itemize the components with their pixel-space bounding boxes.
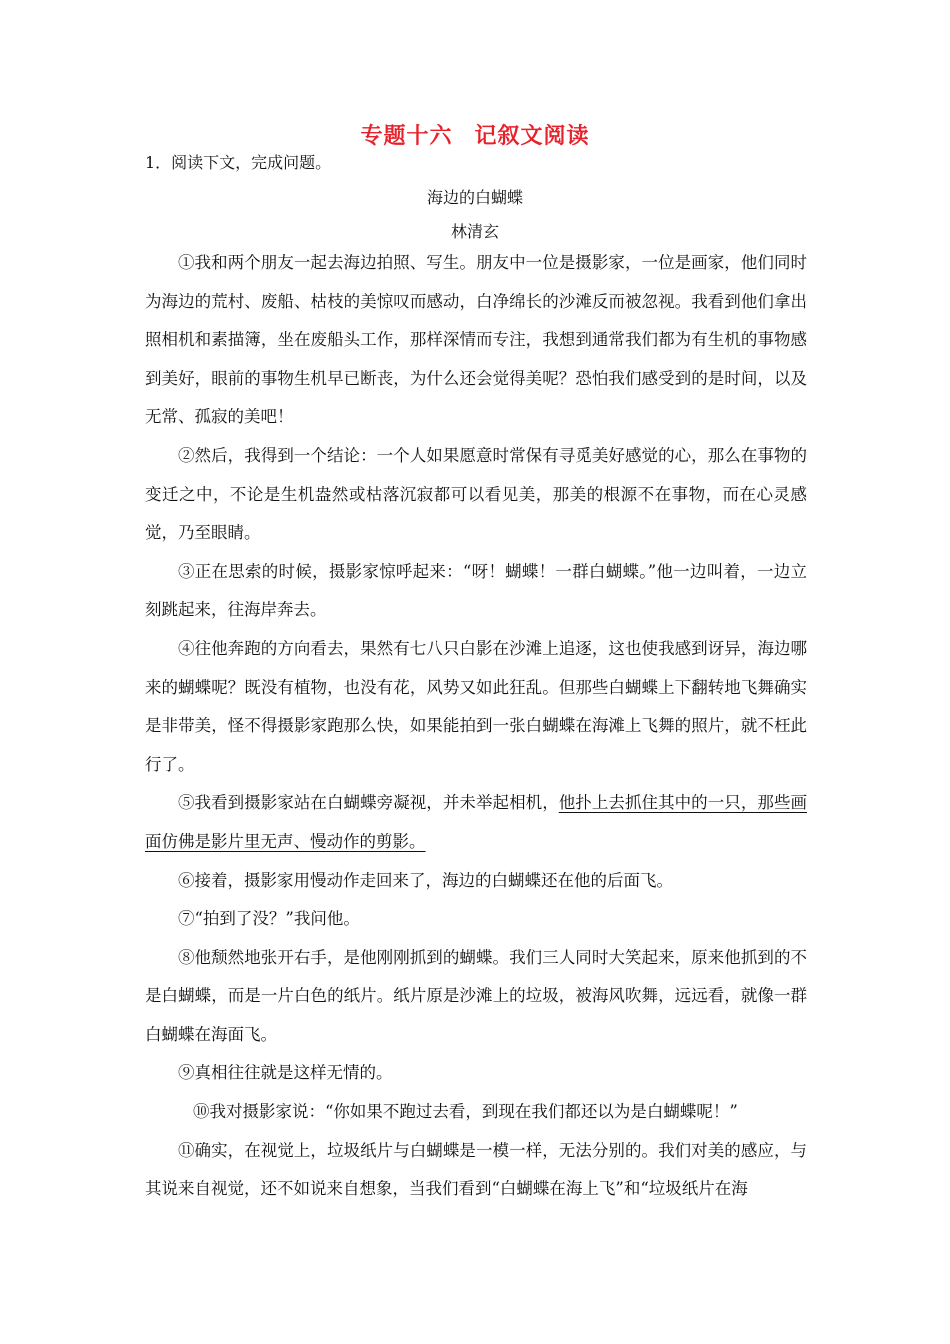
article-title: 海边的白蝴蝶 [426,188,523,207]
paragraph-1: ①我和两个朋友一起去海边拍照、写生。朋友中一位是摄影家，一位是画家，他们同时为海边的荒村、废船、枯枝的美惊叹而感动，白净绵长的沙滩反而被忽视。我看到他们拿出照相机和素描簿，坐在废船头工作，那样深情而专注，我想到通常我们都为有生机的事物感到美好，眼前的事物生机早已断丧，为什么还会觉得美呢？恐怕我们感受到的是时间，以及无常、孤寂的美吧！ [145,253,807,427]
paragraph-5-underlined-sentence: 他扑上去抓住其中的一只，那些画面仿佛是影片里无声、慢动作的剪影。 [145,793,808,851]
paragraph-7: ⑦“拍到了没？”我问他。 [178,909,360,929]
paragraph-4: ④往他奔跑的方向看去，果然有七八只白影在沙滩上追逐，这也使我感到讶异，海边哪来的蝴蝶呢？既没有植物，也没有花，风势又如此狂乱。但那些白蝴蝶上下翻转地飞舞确实是非带美，怪不得摄影家跑那么快，如果能拍到一张白蝴蝶在海滩上飞舞的照片，就不枉此行了。 [145,638,807,774]
paragraph-10: ⑩我对摄影家说：“你如果不跑过去看，到现在我们都还以为是白蝴蝶呢！” [193,1102,738,1122]
paragraph-9: ⑨真相往往就是这样无情的。 [178,1063,393,1083]
paragraph-6: ⑥接着，摄影家用慢动作走回来了，海边的白蝴蝶还在他的后面飞。 [178,870,673,890]
document-title [0,120,950,154]
paragraph-2: ②然后，我得到一个结论：一个人如果愿意时常保有寻觅美好感觉的心，那么在事物的变迁之中，不论是生机盎然或枯落沉寂都可以看见美，那美的根源不在事物，而在心灵感觉，乃至眼睛。 [145,445,807,543]
question-prompt: 1．阅读下文，完成问题。 [145,153,332,172]
paragraph-11: ⑪确实，在视觉上，垃圾纸片与白蝴蝶是一模一样，无法分别的。我们对美的感应，与其说来自视觉，还不如说来自想象，当我们看到“白蝴蝶在海上飞”和“垃圾纸片在海 [145,1140,807,1199]
paragraph-5-lead: ⑤我看到摄影家站在白蝴蝶旁凝视，并未举起相机， [178,793,559,813]
title-subject: 记叙文阅读 [474,124,590,149]
paragraph-3: ③正在思索的时候，摄影家惊呼起来：“呀！蝴蝶！一群白蝴蝶。”他一边叫着，一边立刻跳起来，往海岸奔去。 [145,561,807,620]
title-topic: 专题十六 [360,124,453,149]
article-author: 林清玄 [450,222,499,241]
article-body [145,244,807,1209]
paragraph-5 [145,784,807,861]
paragraph-8: ⑧他颓然地张开右手，是他刚刚抓到的蝴蝶。我们三人同时大笑起来，原来他抓到的不是白蝴蝶，而是一片白色的纸片。纸片原是沙滩上的垃圾，被海风吹舞，远远看，就像一群白蝴蝶在海面飞。 [145,947,807,1044]
